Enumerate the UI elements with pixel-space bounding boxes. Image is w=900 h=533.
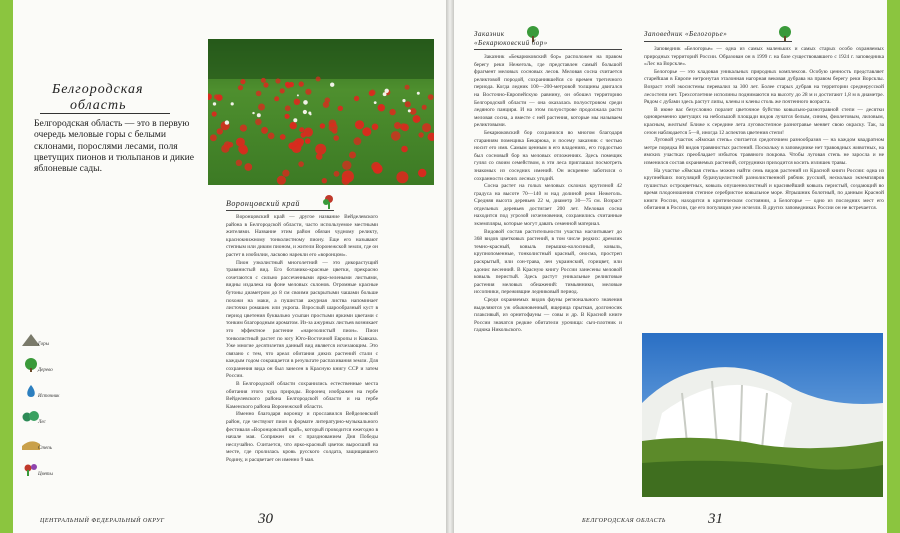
green-edge-stripe [0, 0, 13, 533]
lead-paragraph: Белгородская область — это в первую очередь меловые горы с белыми склонами, порослями лесами, поля цветущих пионов и тюльпанов и дикие яблоневые сады. [34, 118, 195, 175]
vorontsov-body-text [226, 214, 378, 465]
body-paragraph: Заказник «Бекарюковский бор» расположен на правом берегу реки Нежеголь, где представлен самый большой фрагмент меловых сосновых лесов. Меловая сосна считается реликтовой породой, сохранившейся со времен третичного периода. Когда ледник 100—200-метровой толщины двигался на Восточно-Европейскую равнину, он обошел территорию Белгородской области — она оказалась полуостровом среди ледяного панциря. И на этом полуострове продолжала расти меловая сосна, а вместе с ней растения, которые мы называем реликтовыми. [474, 54, 622, 129]
body-paragraph: Именно благодаря воронцу и прославился Вейделевский район, где чествуют пион в формате литературно-музыкального фестиваля «Воронцовский край», который проводится ежегодно в начале мая. Сопряжен он с празднованием Дня Победы неслучайно. Считается, что ярко-красный цветок выросший на месте, где пролилась кровь русского солдата, защищавшего Родину, и расцветает он именно 9 мая. [226, 411, 378, 463]
section-underline [644, 41, 792, 42]
page-number: 31 [708, 511, 723, 527]
section-kicker-zakaznik: Заказник [474, 30, 505, 38]
legend-label: Степь [38, 446, 53, 451]
section-underline [474, 49, 622, 50]
body-paragraph: Луговой участок «Ямская степь» считается средоточием разнообразия — на каждом квадратном метре порядка 80 видов травянистых растений. Поскольку в заповеднике нет травоядных животных, на ямских участках преобладает избыток травяного покрова. Чтобы луговая степь не заросла и не изменился состав охраняемых растений, сотрудники приходится косить излишек травы. [644, 137, 884, 166]
legend-item-tree [20, 356, 80, 378]
body-paragraph: В июне вас безусловно поразит цветочное буйство ковыльно-разнотравной степи — десятки одновременно цветущих на небольшой площади видов лучатся белым, синим, фиолетовым, лиловым, красным, желтым! Ближе к середине лета луговостепное разнотравье меняет свою окраску. Так, за сезон наблюдается 5—8, иногда 12 аспектов цветения степи! [644, 106, 884, 136]
legend-label: Горы [38, 342, 49, 347]
body-paragraph: Белогорье — это кладовая уникальных природных комплексов. Особую ценность представляет старейшая в Европе нетронутая эталонная нагорная вековая дубрава на правом берегу реки Ворсклы. Возраст этой экосистемы перевалил за 300 лет. Более старых дубрав на территории среднерусской лесостепи нет. Трехсотлетние исполины поднимаются на высоту до 28 м и достигают 1,8 м в диаметре. Рядом с дубами здесь растут липы, клены и клены столь же почтенного возраста. [644, 68, 884, 106]
section-title: «Белогорье» [684, 30, 728, 38]
title-underline [40, 113, 170, 114]
page-number: 30 [258, 511, 273, 527]
body-paragraph: Сосна растет на голых меловых склонах крутизной 42 градуса на высоте 70—140 м над долиной реки Нежеголь. Средняя высота деревьев 22 м, диаметр 30—75 см. Возраст отдельных деревьев достигает 200 лет. Меловая сосна находится под угрозой исчезновения, сохранились считанные экземпляры, которые могут давать семенной материал. [474, 183, 622, 228]
legend-label: Источник [38, 394, 60, 399]
chalk-hills-photo [642, 333, 883, 497]
legend-label: Лес [38, 420, 46, 425]
page-footer: БЕЛГОРОДСКАЯ ОБЛАСТЬ [582, 518, 666, 524]
section-underline [226, 210, 334, 211]
body-paragraph: Бекарюковский бор сохранился во многом благодаря стараниям помещика Бекарюка, и посему заказник с честью носит его имя. Самым ценным в его владениях, его гордостью был сосновый бор на меловых отложениях. Здесь помещик гулял со своим семейством, в эти леса приглашал посмотреть знакомых из соседних имений. Он искренне заботился о сохранности своих лесных угодий. [474, 129, 622, 182]
right-page [454, 0, 900, 533]
region-title-line2: область [70, 98, 127, 113]
flower-icon [322, 193, 336, 209]
legend-item-flowers [20, 460, 80, 482]
legend-item-mountains [20, 330, 80, 352]
green-edge-stripe [887, 0, 900, 533]
body-paragraph: В Белгородской области сохранились естественные места обитания этого чуда природы. Воронец изображен на гербе Вейделевского района Белгородской области и на гербе Каменского района Воронежской области. [226, 381, 378, 410]
legend-label: Цветы [38, 472, 53, 477]
section-heading-belogorye [644, 30, 727, 38]
section-heading-vorontsov: Воронцовский край [226, 199, 300, 208]
section-kicker: Заповедник [644, 30, 683, 38]
page-footer: ЦЕНТРАЛЬНЫЙ ФЕДЕРАЛЬНЫЙ ОКРУГ [40, 518, 165, 524]
tree-icon [778, 26, 792, 42]
left-page [0, 0, 446, 533]
section-heading-bekaryukovsky: «Бекарюковский бор» [474, 39, 548, 47]
region-title-line1: Белгородская [52, 82, 144, 97]
body-paragraph: Заповедник «Белогорье» — одна из самых маленьких и самых старых особо охраняемых природных территорий России. Образован он в 1999 г. на базе существовавшего с 1924 г. заповедника «Лес на Ворскле». [644, 46, 884, 68]
body-paragraph: Видовой состав растительности участка насчитывает до 368 видов цветковых растений, в том числе редких: дремлик темно-красный, ковыль перышко-колосиный, ковыль, крупнопоменные, тонколистный красный, оносма, простреп раскрытый, или сон-трава, лен украинский, горицвет, или адонис весенний. В Красную книгу России занесены меловой ковыль перистый. Здесь растут уникальные реликтовые растения меловых обнажений: тимьянники, меловые иссопники, переживщие ледниковый период. [474, 228, 622, 296]
peony-field-photo [208, 39, 434, 185]
body-paragraph: На участке «Ямская степь» можно найти семь видов растений из Красной книги России: одна из крупнейших популяций бурачуцелистной разнолиственной рябчик русский, несколько экземпляров пушистых остроцветных, ковыль опушеннолистный и красивейший ковыль перистый, создающий во время плодоношения степное серебристое ковыльное море. Ятрышник болотный, по данным Красной книги России, находится в критическом состоянии, а Белогорье — одно из последних мест его обитания в России, где его популяция уже исчезли. В других заповедниках России он не встречается. [644, 167, 884, 212]
legend-label: Дерево [38, 368, 53, 373]
book-gutter [446, 0, 454, 533]
legend-item-steppe [20, 434, 80, 456]
bekaryukovsky-body-text [474, 54, 622, 335]
belogorye-body-text [644, 46, 884, 213]
body-paragraph: Среди охраняемых видов фауны регионального значения выделяются уж обыкновенный, ящерица прыткая, долгоносик плаксивый, из орнитофауны — совы и др. В Красной книге России значатся редкие обитатели урочища: сыч-плотник и гадюка Никольского. [474, 297, 622, 334]
legend-item-water [20, 382, 80, 404]
legend-item-forest [20, 408, 80, 430]
body-paragraph: Пион узколистный многолетний — это дикорастущий травянистый вид. Его ботанико-красные цветки, прекрасно сочетаются с сильно рассеченными ярко-зелеными листьями, видны издалека на фоне меловых склонов. Огромные красные бутоны диаметром до 8 см своими раскрытыми чашами больше похожи на маки, а пушистая ажурная листва напоминает листочки ромашек или укропа. Взрослый шарообразный куст в период цветения буквально усыпан простыми яркими цветами с тонким благородным ароматом. Из-за ажурных листьев возникает это эффектное растение «нарезолистый пион». Пион тонколистный растет по югу Юго-Восточной Европы и Кавказа. Уже многие десятилетия данный вид является исчезающим. Это связано с тем, что ареал обитания диких растений стали с каждым годом сокращается в результате распахивания земли. Для сохранения вида он был занесен в Красную книгу ССР и затем России. [226, 259, 378, 380]
body-paragraph: Воронцовский край — другое название Вейделевского района в Белгородской области, часто используемое местными жителями. Название этим район обязан чудному реликту, краснокнижному тонколистному пиону. Еще его называют степным или диким пионом, и жители Воронежской земли, где он растет в изобилии, ласково нарекли его «воронцом». [226, 214, 379, 258]
map-legend [20, 330, 80, 486]
region-title [52, 82, 202, 114]
